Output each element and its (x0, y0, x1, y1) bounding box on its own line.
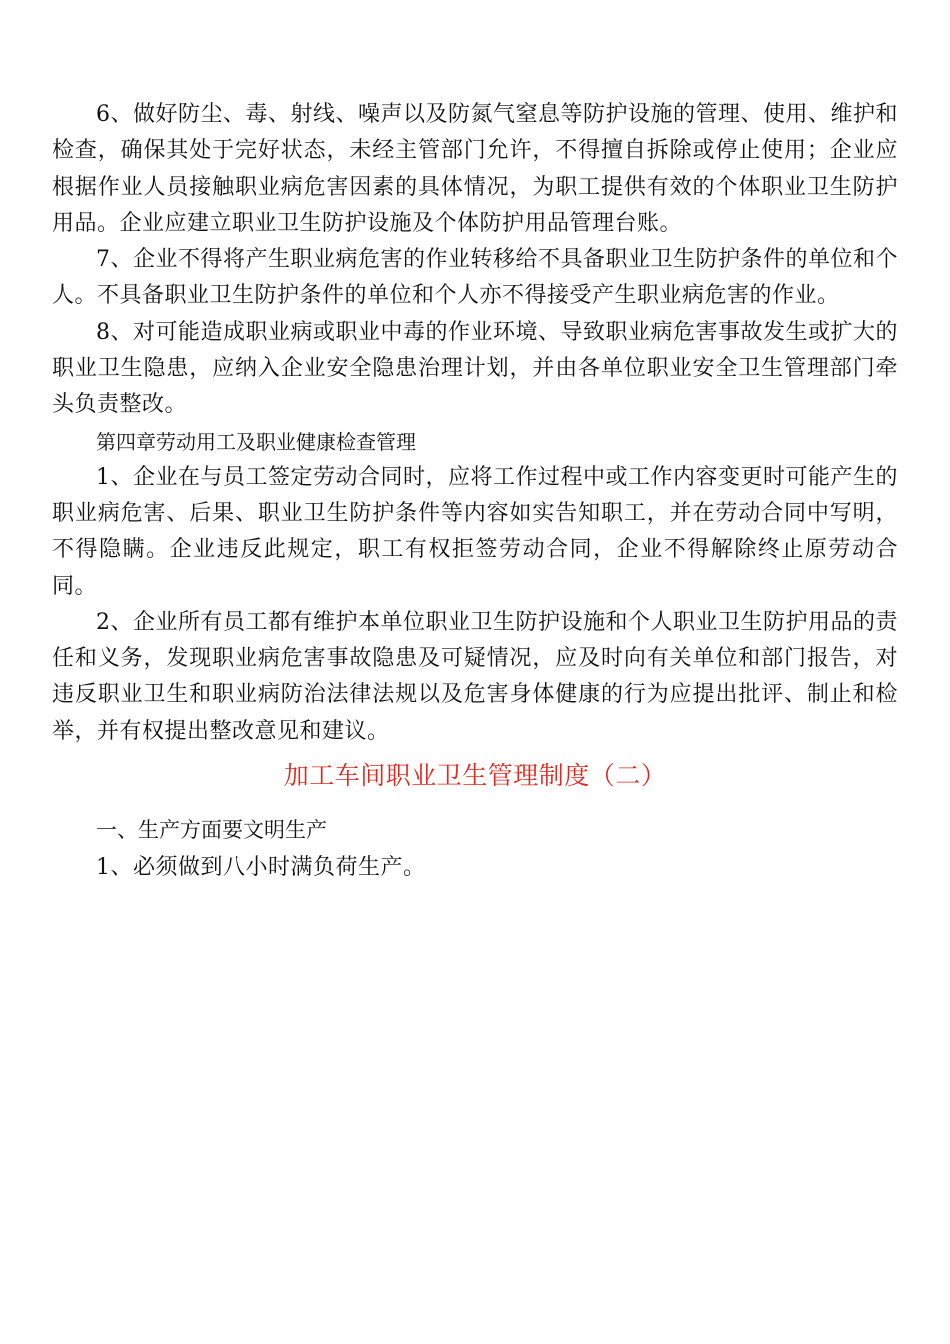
paragraph-item-7: 7、企业不得将产生职业病危害的作业转移给不具备职业卫生防护条件的单位和个人。不具备职业卫生防护条件的单位和个人亦不得接受产生职业病危害的作业。 (52, 247, 898, 309)
paragraph-item-8: 8、对可能造成职业病或职业中毒的作业环境、导致职业病危害事故发生或扩大的职业卫生隐患，应纳入企业安全隐患治理计划，并由各单位职业安全卫生管理部门牵头负责整改。 (52, 319, 898, 418)
section-title: 加工车间职业卫生管理制度（二） (283, 761, 667, 791)
chapter-heading: 第四章劳动用工及职业健康检查管理 (96, 429, 416, 454)
paragraph-chapter4-item-1: 1、企业在与员工签定劳动合同时，应将工作过程中或工作内容变更时可能产生的职业病危害、后果、职业卫生防护条件等内容如实告知职工，并在劳动合同中写明，不得隐瞒。企业违反此规定，职工有权拒签劳动合同，企业不得解除终止原劳动合同。 (52, 464, 898, 599)
paragraph-chapter4-item-2: 2、企业所有员工都有维护本单位职业卫生防护设施和个人职业卫生防护用品的责任和义务，发现职业病危害事故隐患及可疑情况，应及时向有关单位和部门报告，对违反职业卫生和职业病防治法律法规以及危害身体健康的行为应提出批评、制止和检举，并有权提出整改意见和建议。 (52, 609, 898, 744)
document-page (52, 97, 898, 886)
section-subheading: 一、生产方面要文明生产 (96, 818, 327, 843)
paragraph-item-6: 6、做好防尘、毒、射线、噪声以及防氮气窒息等防护设施的管理、使用、维护和检查，确保其处于完好状态，未经主管部门允许，不得擅自拆除或停止使用；企业应根据作业人员接触职业病危害因素的具体情况，为职工提供有效的个体职业卫生防护用品。企业应建立职业卫生防护设施及个体防护用品管理台账。 (52, 102, 898, 236)
section-paragraph-item-1: 1、必须做到八小时满负荷生产。 (96, 855, 426, 881)
